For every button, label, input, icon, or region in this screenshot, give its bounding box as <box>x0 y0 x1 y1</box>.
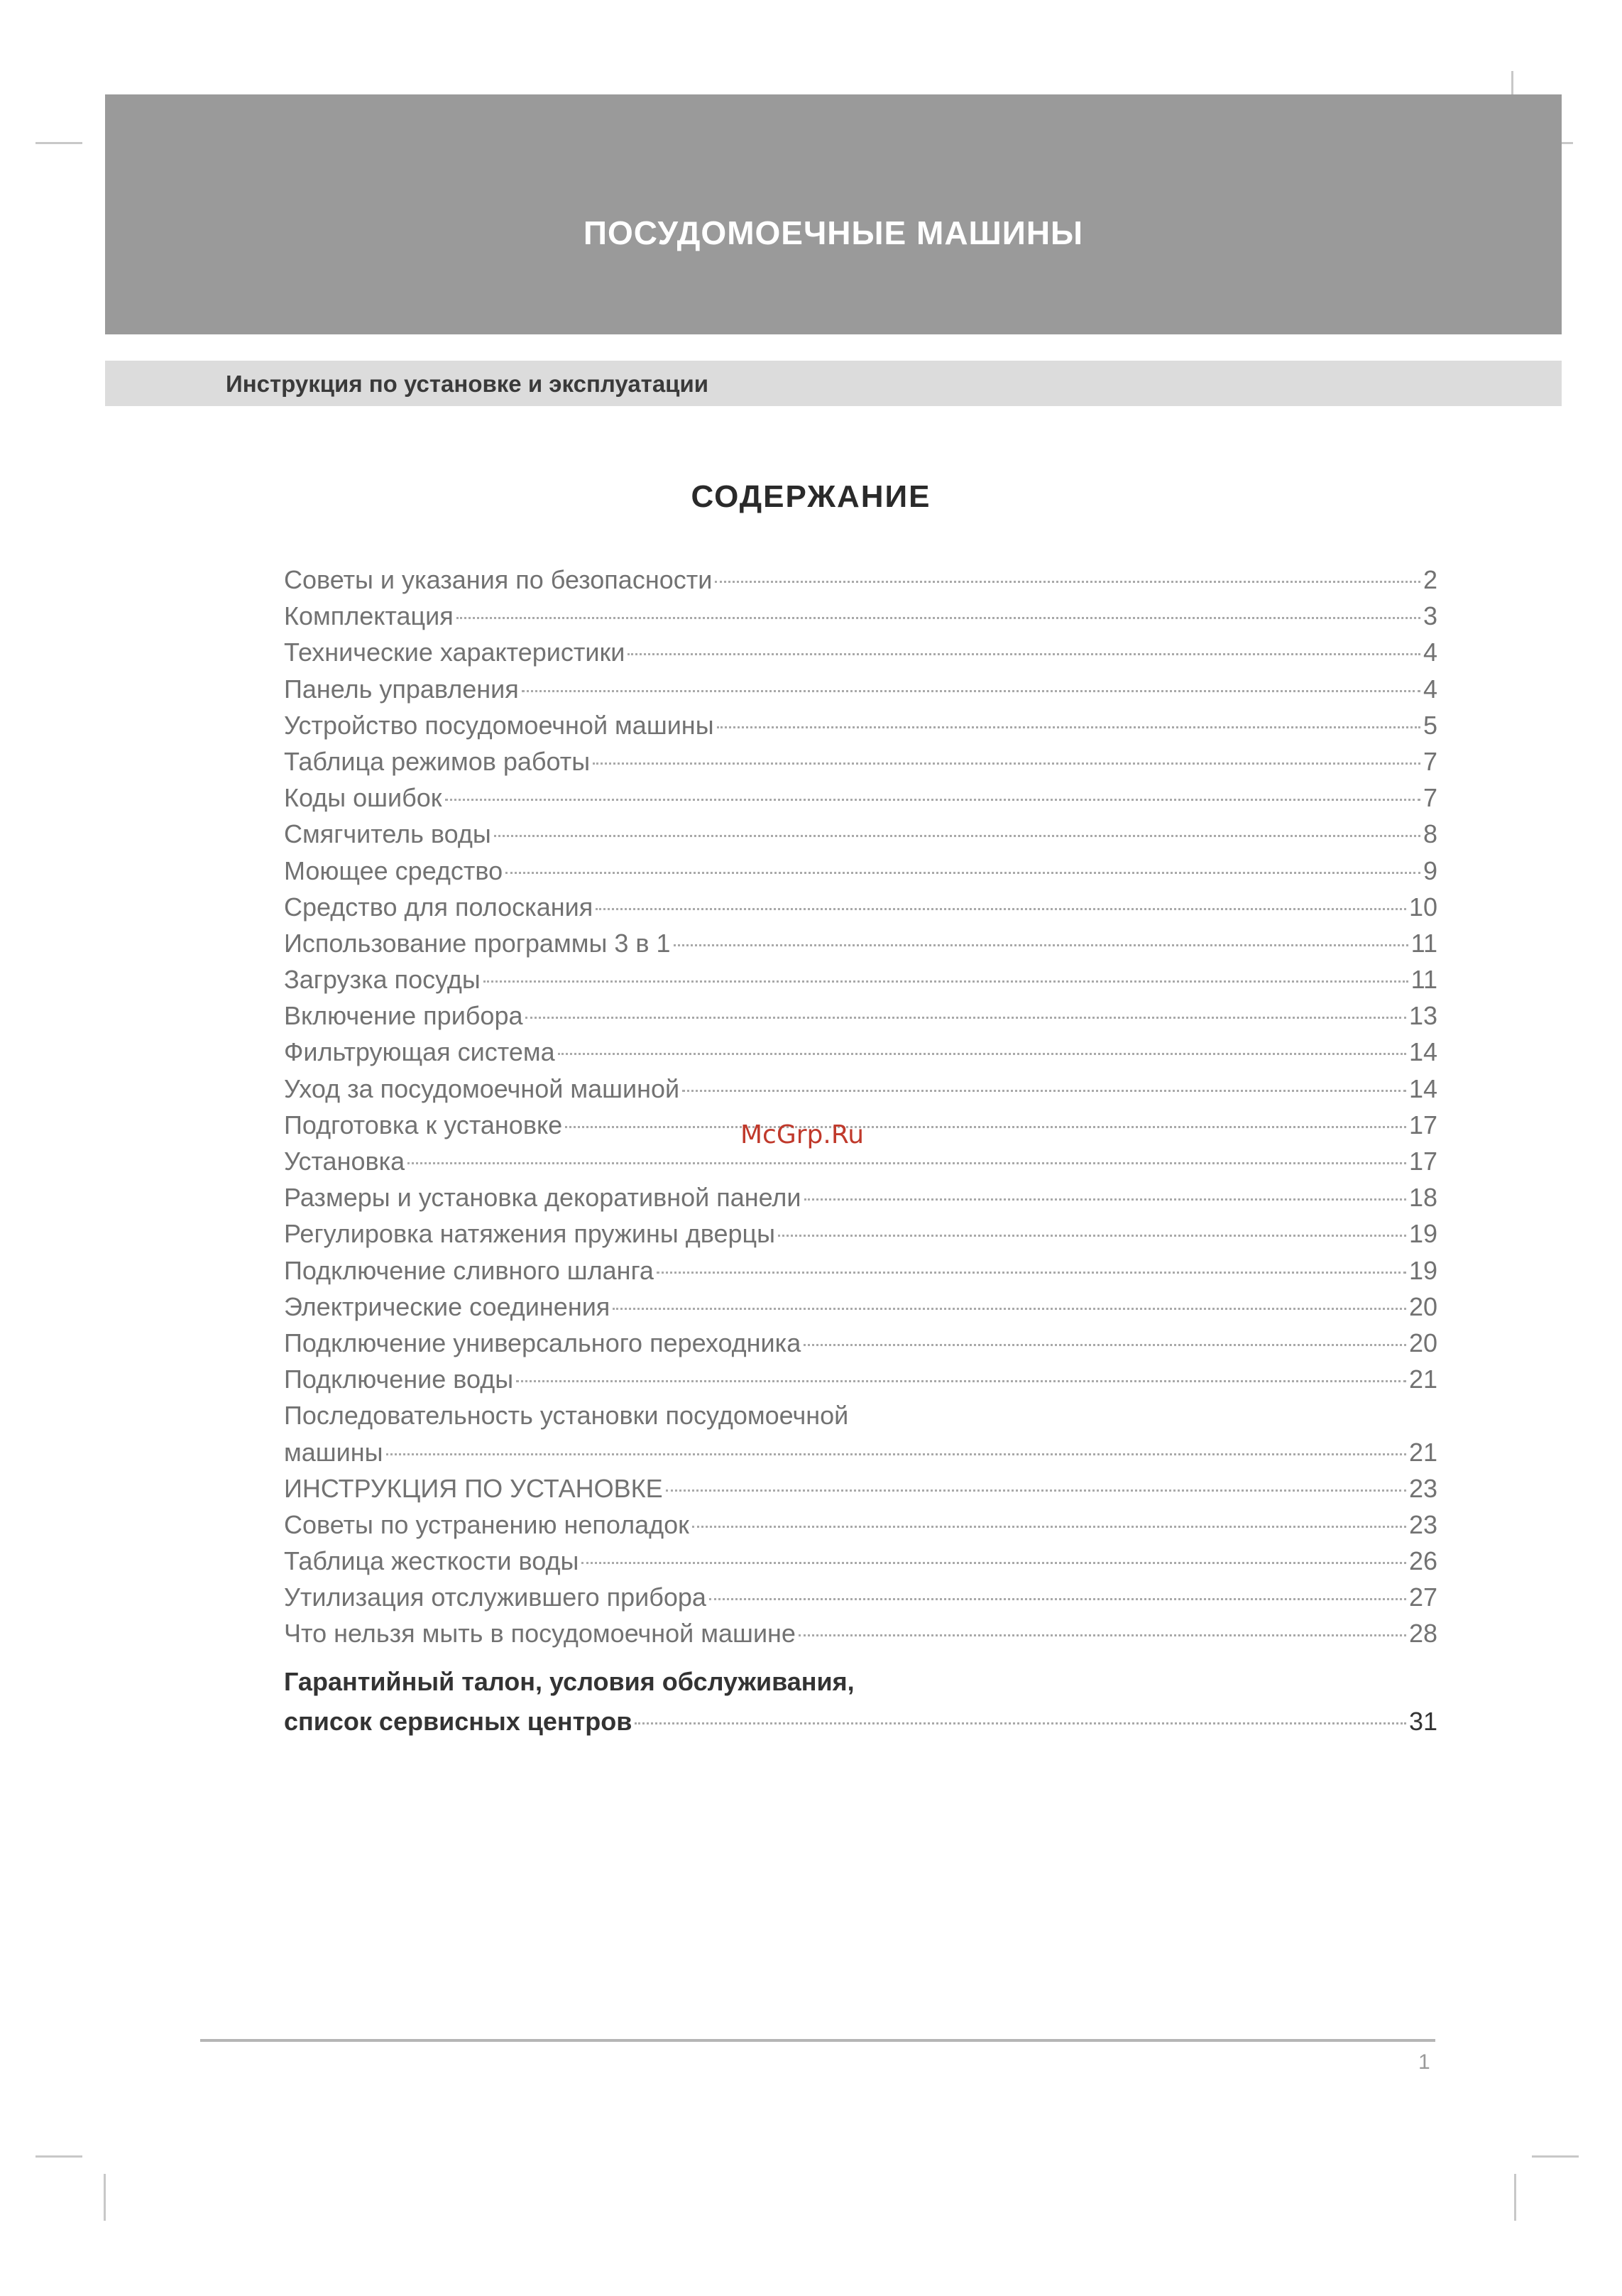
toc-entry-page: 11 <box>1410 928 1437 958</box>
toc-leader <box>778 1235 1406 1237</box>
toc-leader <box>804 1198 1406 1201</box>
toc-entry-label: Подключение универсального переходника <box>284 1328 801 1357</box>
toc-leader <box>558 1053 1406 1055</box>
toc-entry-page: 31 <box>1408 1706 1437 1736</box>
toc-entry-label: Что нельзя мыть в посудомоечной машине <box>284 1619 796 1649</box>
toc-entry-label: Смягчитель воды <box>284 819 491 849</box>
toc-entry-page: 27 <box>1408 1582 1437 1612</box>
toc-entry-label: Технические характеристики <box>284 638 625 667</box>
toc-entry[interactable] <box>284 1615 1437 1651</box>
toc-entry[interactable] <box>284 562 1437 598</box>
toc-leader <box>505 872 1420 874</box>
toc-leader <box>596 908 1406 910</box>
toc-entry-page: 20 <box>1408 1291 1437 1321</box>
footer-divider <box>200 2039 1435 2042</box>
toc-leader <box>581 1562 1406 1564</box>
toc-leader <box>715 581 1420 583</box>
toc-leader <box>407 1162 1406 1164</box>
toc-entry[interactable] <box>284 1252 1437 1289</box>
toc-entry[interactable] <box>284 1179 1437 1215</box>
toc-entry-label: Советы и указания по безопасности <box>284 565 713 594</box>
toc-entry-page: 23 <box>1408 1509 1437 1539</box>
toc-entry-warranty[interactable] <box>284 1662 1437 1742</box>
toc-leader <box>494 835 1420 837</box>
toc-leader <box>799 1634 1406 1636</box>
toc-entry-label-line2: список сервисных центров <box>284 1706 632 1736</box>
crop-mark <box>35 142 82 144</box>
toc-entry[interactable] <box>284 634 1437 670</box>
toc-leader <box>682 1090 1406 1092</box>
toc-entry-page: 23 <box>1408 1473 1437 1503</box>
toc-entry-page: 14 <box>1408 1037 1437 1067</box>
toc-leader <box>386 1453 1406 1455</box>
toc-entry-label: Размеры и установка декоративной панели <box>284 1183 801 1213</box>
document-subtitle: Инструкция по установке и эксплуатации <box>226 371 709 397</box>
toc-entry-label: Подключение воды <box>284 1365 514 1394</box>
toc-leader <box>516 1380 1406 1382</box>
toc-entry[interactable] <box>284 1579 1437 1615</box>
toc-leader <box>522 690 1420 692</box>
toc-entry[interactable] <box>284 997 1437 1034</box>
toc-entry-page: 11 <box>1410 965 1437 995</box>
toc-entry-label: Таблица жесткости воды <box>284 1546 579 1576</box>
toc-entry[interactable] <box>284 889 1437 925</box>
toc-entries-after <box>284 1470 1437 1652</box>
toc-entry-label: Подготовка к установке <box>284 1110 563 1139</box>
toc-entry-label: ИНСТРУКЦИЯ ПО УСТАНОВКЕ <box>284 1473 663 1503</box>
toc-entry-page: 21 <box>1408 1365 1437 1394</box>
toc-entry-label-line2: машины <box>284 1437 383 1467</box>
toc-entry[interactable] <box>284 816 1437 852</box>
toc-leader <box>456 617 1420 619</box>
toc-entry-label: Использование программы 3 в 1 <box>284 928 671 958</box>
toc-entry-page: 19 <box>1408 1255 1437 1285</box>
toc-entry[interactable] <box>284 1325 1437 1361</box>
toc-entry-page: 3 <box>1423 601 1437 631</box>
toc-leader <box>445 799 1420 801</box>
toc-entry-page: 4 <box>1423 638 1437 667</box>
toc-leader <box>593 762 1420 765</box>
toc-entry-label: Фильтрующая система <box>284 1037 555 1067</box>
toc-entry-label: Таблица режимов работы <box>284 746 591 776</box>
toc-entry-page: 26 <box>1408 1546 1437 1576</box>
toc-entry-page: 7 <box>1423 746 1437 776</box>
toc-leader <box>628 653 1420 655</box>
toc-entry-label: Утилизация отслужившего прибора <box>284 1582 706 1612</box>
crop-mark <box>35 2155 82 2158</box>
header-band <box>105 94 1562 334</box>
toc-entry[interactable] <box>284 1215 1437 1252</box>
toc-leader <box>657 1272 1406 1274</box>
toc-entry[interactable] <box>284 925 1437 961</box>
toc-entry-page: 17 <box>1408 1147 1437 1176</box>
toc-entry[interactable] <box>284 780 1437 816</box>
toc-entry-page: 9 <box>1423 855 1437 885</box>
toc-entry-label-line1: Последовательность установки посудомоечной <box>284 1401 849 1431</box>
toc-entry-multiline[interactable] <box>284 1397 1437 1470</box>
toc-entry-label: Загрузка посуды <box>284 965 481 995</box>
toc-leader <box>635 1722 1406 1724</box>
toc-entry-page: 5 <box>1423 710 1437 740</box>
toc-entry[interactable] <box>284 1543 1437 1579</box>
toc-leader <box>666 1489 1406 1492</box>
toc-entries <box>284 562 1437 1397</box>
toc-entry-label: Включение прибора <box>284 1001 523 1031</box>
toc-entry-page: 4 <box>1423 674 1437 704</box>
toc-heading: СОДЕРЖАНИЕ <box>691 479 931 514</box>
toc-entry-page: 7 <box>1423 783 1437 813</box>
toc-entry-label-line1: Гарантийный талон, условия обслуживания, <box>284 1666 855 1696</box>
toc-entry[interactable] <box>284 1507 1437 1543</box>
table-of-contents <box>284 562 1437 1742</box>
toc-entry-page: 21 <box>1408 1437 1437 1467</box>
crop-mark <box>1514 2174 1516 2221</box>
toc-entry-label: Моющее средство <box>284 855 503 885</box>
subtitle-band <box>105 361 1562 406</box>
toc-entry-label: Панель управления <box>284 674 519 704</box>
toc-leader <box>692 1526 1406 1528</box>
toc-entry-label: Электрические соединения <box>284 1291 610 1321</box>
toc-entry[interactable] <box>284 1289 1437 1325</box>
toc-entry-label: Комплектация <box>284 601 454 631</box>
watermark: McGrp.Ru <box>740 1120 865 1149</box>
toc-entry-page: 13 <box>1408 1001 1437 1031</box>
crop-mark <box>104 2174 106 2221</box>
toc-entry-label: Коды ошибок <box>284 783 442 813</box>
toc-leader <box>804 1344 1406 1346</box>
toc-entry-page: 28 <box>1408 1619 1437 1649</box>
toc-entry-page: 18 <box>1408 1183 1437 1213</box>
toc-leader <box>674 944 1408 946</box>
toc-entry-page: 17 <box>1408 1110 1437 1139</box>
toc-entry-page: 14 <box>1408 1073 1437 1103</box>
page-number: 1 <box>1418 2050 1430 2074</box>
toc-entry-page: 8 <box>1423 819 1437 849</box>
crop-mark <box>1532 2155 1579 2158</box>
document-title: ПОСУДОМОЕЧНЫЕ МАШИНЫ <box>583 214 1084 251</box>
toc-entry[interactable] <box>284 598 1437 634</box>
toc-entry[interactable] <box>284 853 1437 889</box>
toc-entry[interactable] <box>284 743 1437 780</box>
toc-entry-label: Уход за посудомоечной машиной <box>284 1073 680 1103</box>
toc-entry-page: 2 <box>1423 565 1437 594</box>
toc-leader <box>709 1598 1406 1600</box>
toc-entry[interactable] <box>284 1034 1437 1070</box>
toc-leader <box>525 1017 1405 1019</box>
toc-leader <box>483 980 1408 983</box>
toc-entry[interactable] <box>284 671 1437 707</box>
toc-leader <box>717 726 1420 728</box>
toc-entry-label: Установка <box>284 1147 405 1176</box>
toc-entry-page: 20 <box>1408 1328 1437 1357</box>
toc-entry-label: Советы по устранению неполадок <box>284 1509 689 1539</box>
toc-entry[interactable] <box>284 1071 1437 1107</box>
toc-entry[interactable] <box>284 707 1437 743</box>
toc-entry[interactable] <box>284 961 1437 997</box>
toc-entry[interactable] <box>284 1361 1437 1397</box>
toc-entry-label: Средство для полоскания <box>284 892 593 922</box>
toc-entry-label: Регулировка натяжения пружины дверцы <box>284 1219 776 1249</box>
toc-entry-page: 19 <box>1408 1219 1437 1249</box>
toc-leader <box>613 1308 1406 1310</box>
toc-entry-label: Устройство посудомоечной машины <box>284 710 714 740</box>
toc-entry[interactable] <box>284 1470 1437 1507</box>
toc-leader <box>565 1126 1406 1128</box>
toc-entry-label: Подключение сливного шланга <box>284 1255 654 1285</box>
toc-entry-page: 10 <box>1408 892 1437 922</box>
